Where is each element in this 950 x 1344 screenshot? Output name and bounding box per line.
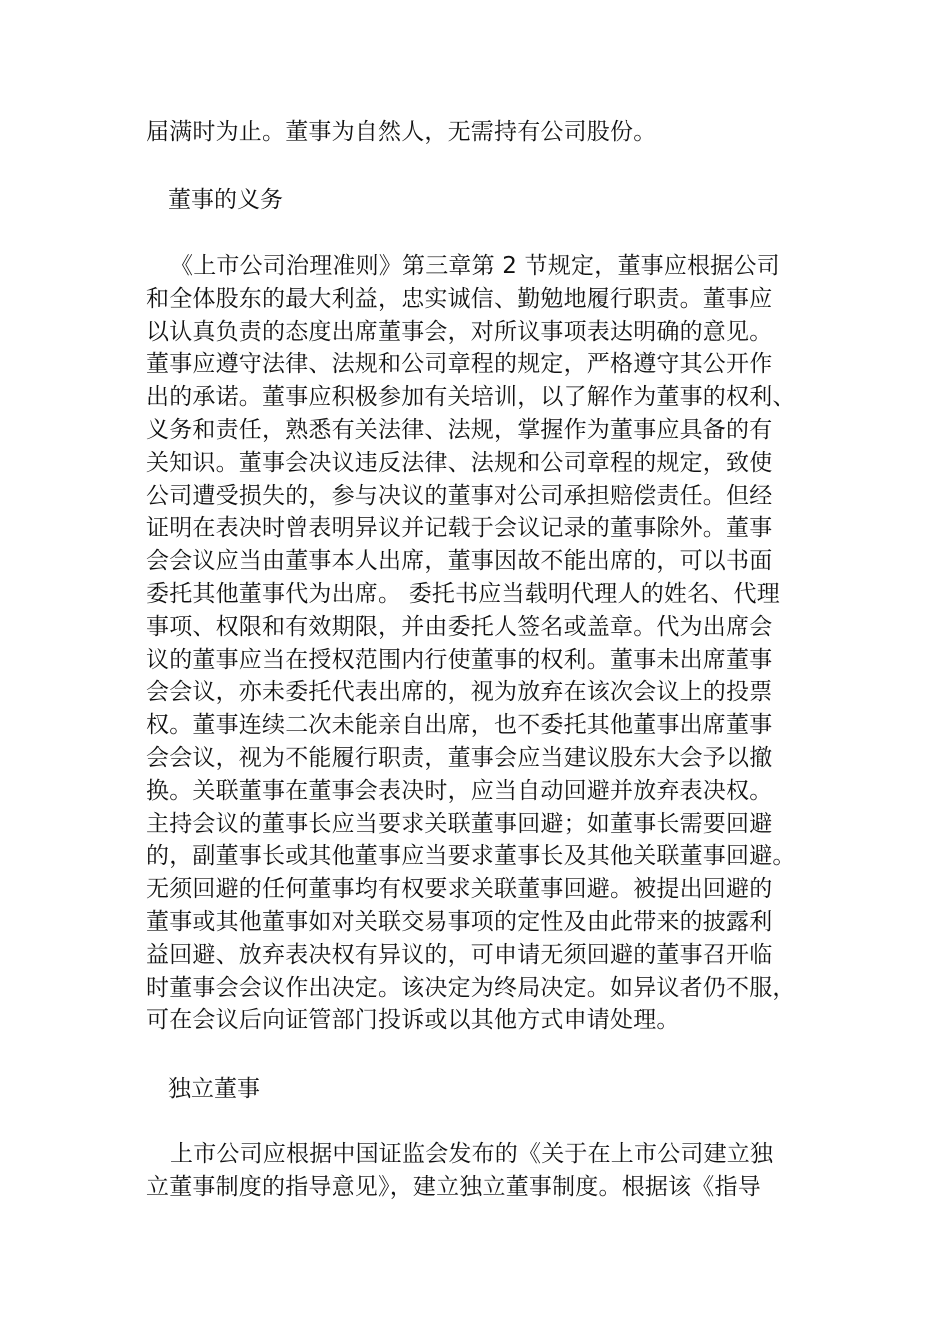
paragraph-line: 主持会议的董事长应当要求关联董事回避；如董事长需要回避 [146, 810, 773, 837]
paragraph-line: 出的承诺。董事应积极参加有关培训，以了解作为董事的权利、 [146, 384, 796, 411]
duties-paragraph [146, 250, 810, 1037]
paragraph-line: 无须回避的任何董事均有权要求关联董事回避。被提出回避的 [146, 876, 773, 903]
paragraph-line: 议的董事应当在授权范围内行使董事的权利。董事未出席董事 [146, 646, 773, 673]
paragraph-line: 时董事会会议作出决定。该决定为终局决定。如异议者仍不服， [146, 974, 796, 1001]
paragraph-line: 上市公司应根据中国证监会发布的《关于在上市公司建立独 [170, 1141, 774, 1167]
paragraph-line: 事项、权限和有效期限，并由委托人签名或盖章。代为出席会 [146, 613, 773, 640]
independent-paragraph [146, 1138, 810, 1204]
section-heading-duties: 董事的义务 [168, 187, 283, 213]
paragraph-line: 立董事制度的指导意见》，建立独立董事制度。根据该《指导 [146, 1173, 761, 1200]
paragraph-line: 《上市公司治理准则》第三章第 2 节规定，董事应根据公司 [170, 253, 780, 279]
paragraph-line: 会会议，视为不能履行职责，董事会应当建议股东大会予以撤 [146, 744, 773, 771]
paragraph-line: 公司遭受损失的，参与决议的董事对公司承担赔偿责任。但经 [146, 482, 773, 509]
paragraph-line: 关知识。董事会决议违反法律、法规和公司章程的规定，致使 [146, 449, 773, 476]
paragraph-line: 会会议，亦未委托代表出席的，视为放弃在该次会议上的投票 [146, 679, 773, 706]
paragraph-line: 会会议应当由董事本人出席，董事因故不能出席的，可以书面 [146, 548, 773, 575]
paragraph-line: 的，副董事长或其他董事应当要求董事长及其他关联董事回避。 [146, 843, 796, 870]
paragraph-line: 权。董事连续二次未能亲自出席，也不委托其他董事出席董事 [146, 712, 773, 739]
paragraph-line: 董事或其他董事如对关联交易事项的定性及由此带来的披露利 [146, 908, 773, 935]
paragraph-line: 换。关联董事在董事会表决时，应当自动回避并放弃表决权。 [146, 777, 773, 804]
paragraph-line: 届满时为止。董事为自然人，无需持有公司股份。 [146, 119, 657, 145]
paragraph-line: 以认真负责的态度出席董事会，对所议事项表达明确的意见。 [146, 318, 773, 345]
section-heading-independent: 独立董事 [168, 1076, 260, 1102]
paragraph-line: 义务和责任，熟悉有关法律、法规，掌握作为董事应具备的有 [146, 416, 773, 443]
paragraph-line: 委托其他董事代为出席。 委托书应当载明代理人的姓名、代理 [146, 580, 780, 607]
paragraph-line: 证明在表决时曾表明异议并记载于会议记录的董事除外。董事 [146, 515, 773, 542]
paragraph-line: 可在会议后向证管部门投诉或以其他方式申请处理。 [146, 1007, 680, 1034]
continued-paragraph [146, 116, 810, 149]
paragraph-line: 董事应遵守法律、法规和公司章程的规定，严格遵守其公开作 [146, 351, 773, 378]
paragraph-line: 和全体股东的最大利益，忠实诚信、勤勉地履行职责。董事应 [146, 285, 773, 312]
paragraph-line: 益回避、放弃表决权有异议的，可申请无须回避的董事召开临 [146, 941, 773, 968]
